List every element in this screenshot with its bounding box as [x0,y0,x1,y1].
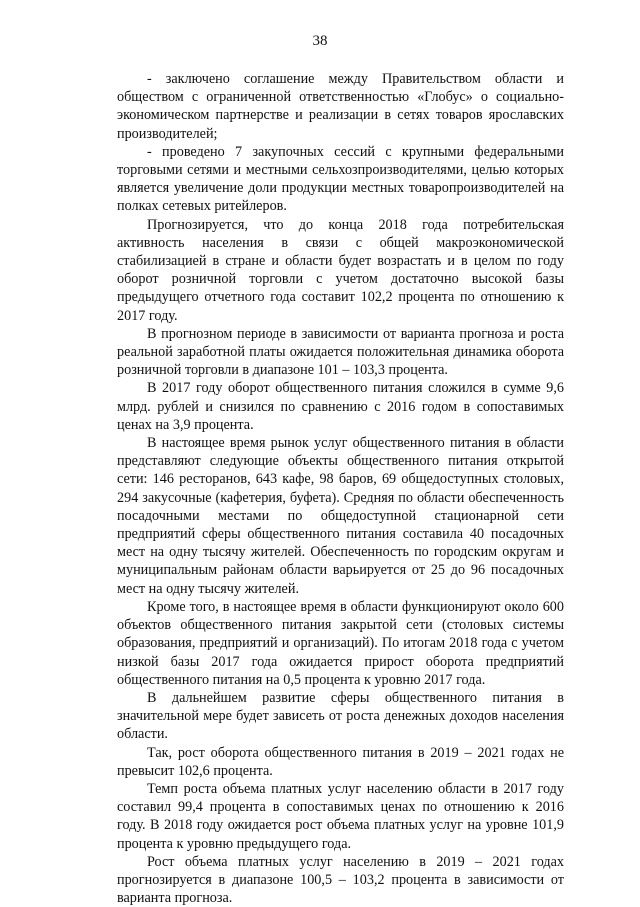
paragraph-catering-forecast: Так, рост оборота общественного питания в 2019 – 2021 годах не превысит 102,6 процента. [117,744,564,779]
paragraph-closed-network: Кроме того, в настоящее время в области функционируют около 600 объектов общественного питания закрытой сети (столовых системы образования, предприятий и организаций). По итогам 2018 года с учетом низкой базы 2017 года ожидается прирост оборота предприятий общественного питания на 0,5 процента к уровню 2017 года. [117,598,564,688]
document-body [117,70,564,907]
paragraph-retail-forecast-period: В прогнозном периоде в зависимости от варианта прогноза и роста реальной заработной платы ожидается положительная динамика оборота розничной торговли в диапазоне 101 – 103,3 процента. [117,325,564,379]
paragraph-catering-development: В дальнейшем развитие сферы общественного питания в значительной мере будет зависеть от роста денежных доходов населения области. [117,689,564,743]
paragraph-catering-turnover-2017: В 2017 году оборот общественного питания сложился в сумме 9,6 млрд. рублей и снизился по сравнению с 2016 годом в сопоставимых ценах на 3,9 процента. [117,380,564,433]
page-number: 38 [312,33,328,49]
paragraph-purchasing-sessions: - проведено 7 закупочных сессий с крупными федеральными торговыми сетями и местными сельхозпроизводителями, целью которых является увеличение доли продукции местных товаропроизводителей на полках сетевых ритейлеров. [117,143,564,215]
paragraph-catering-market: В настоящее время рынок услуг общественного питания в области представляют следующие объекты общественного питания открытой сети: 146 ресторанов, 643 кафе, 98 баров, 69 общедоступных столовых, 294 закусочные (кафетерия, буфета). Средняя по области обеспеченность посадочными местами по общедоступной стационарной сети предприятий сферы общественного питания составила 40 посадочных мест на одну тысячу жителей. Обеспеченность по городским округам и муниципальным районам области варьируется от 25 до 96 посадочных мест на одну тысячу жителей. [117,435,564,597]
paragraph-retail-forecast-2018: Прогнозируется, что до конца 2018 года потребительская активность населения в связи с общей макроэкономической стабилизацией в стране и области будет возрастать и в целом по году оборот розничной торговли с учетом достаточно высокой базы предыдущего отчетного года составит 102,2 процента по отношению к 2017 году. [117,216,564,324]
paragraph-paid-services-forecast: Рост объема платных услуг населению в 2019 – 2021 годах прогнозируется в диапазоне 100,5 – 103,2 процента в зависимости от варианта прогноза. [117,853,564,907]
paragraph-paid-services-2017: Темп роста объема платных услуг населению области в 2017 году составил 99,4 процента в сопоставимых ценах по отношению к 2016 году. В 2018 году ожидается рост объема платных услуг на уровне 101,9 процента к уровню предыдущего года. [117,780,564,852]
paragraph-agreement: - заключено соглашение между Правительством области и обществом с ограниченной ответственностью «Глобус» о социально-экономическом партнерстве и реализации в сетях товаров ярославских производителей; [117,71,564,142]
